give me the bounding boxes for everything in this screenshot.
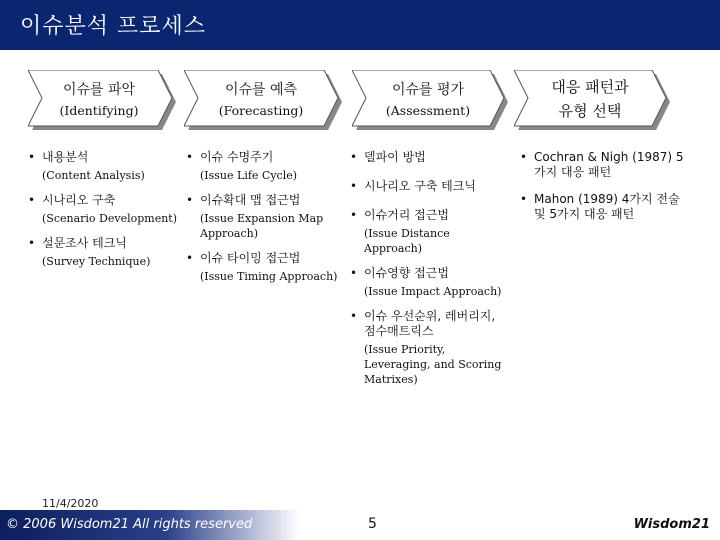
forecasting-list <box>186 150 346 290</box>
page-number: 5 <box>368 516 377 532</box>
date-label: 11/4/2020 <box>42 497 99 510</box>
stage-label: 이슈를 예측 <box>224 81 298 98</box>
item-subtitle: (Issue Priority, Leveraging, and Scoring Matrixes) <box>364 343 502 386</box>
item-title: 시나리오 구축 <box>42 193 116 207</box>
list-item <box>350 208 510 256</box>
item-title: 설문조사 테크닉 <box>42 236 127 250</box>
stage-response <box>514 70 674 134</box>
stage-label: 이슈를 평가 <box>391 81 465 98</box>
item-title: 이슈확대 맵 접근법 <box>200 193 301 207</box>
item-title: 시나리오 구축 테크닉 <box>364 179 476 193</box>
item-title: 이슈거리 접근법 <box>364 208 449 222</box>
list-item <box>350 150 510 165</box>
item-title: 내용분석 <box>42 150 89 164</box>
page-title: 이슈분석 프로세스 <box>20 14 207 39</box>
identifying-list <box>28 150 188 275</box>
item-title: 이슈영향 접근법 <box>364 266 449 280</box>
item-subtitle: (Scenario Development) <box>42 212 178 225</box>
stage-sublabel: (Forecasting) <box>218 102 304 118</box>
item-title: Cochran & Nigh (1987) 5가지 대응 패턴 <box>534 150 684 179</box>
title-bar <box>0 0 720 50</box>
list-item <box>28 193 188 226</box>
item-title: 이슈 타이밍 접근법 <box>200 251 301 265</box>
item-title: 델파이 방법 <box>364 150 426 164</box>
item-title: 이슈 수명주기 <box>200 150 274 164</box>
item-subtitle: (Issue Life Cycle) <box>200 169 298 182</box>
brand-logo-text: Wisdom21 <box>633 517 710 532</box>
stage-label: 대응 패턴과 <box>551 77 629 96</box>
item-title: 이슈 우선순위, 레버리지, 점수매트릭스 <box>364 309 496 338</box>
copyright-text: © 2006 Wisdom21 All rights reserved <box>6 517 253 532</box>
list-item <box>350 309 510 387</box>
stage-sublabel: (Identifying) <box>59 102 139 118</box>
list-item <box>520 150 690 180</box>
item-subtitle: (Content Analysis) <box>42 169 145 182</box>
list-item <box>186 251 346 284</box>
list-item <box>350 179 510 194</box>
stage-identifying <box>28 70 180 134</box>
item-title: Mahon (1989) 4가지 전술 및 5가지 대응 패턴 <box>534 192 680 221</box>
item-subtitle: (Issue Distance Approach) <box>364 227 450 255</box>
list-item <box>28 150 188 183</box>
item-subtitle: (Issue Impact Approach) <box>364 285 502 298</box>
item-subtitle: (Issue Timing Approach) <box>200 270 338 283</box>
footer-bar <box>0 510 720 540</box>
stage-label-line2: 유형 선택 <box>558 101 622 120</box>
stage-sublabel: (Assessment) <box>385 102 471 118</box>
list-item <box>186 150 346 183</box>
stage-label: 이슈를 파악 <box>62 81 136 98</box>
response-list <box>520 150 690 228</box>
assessment-list <box>350 150 510 393</box>
item-subtitle: (Survey Technique) <box>42 255 151 268</box>
stage-forecasting <box>184 70 346 134</box>
list-item <box>28 236 188 269</box>
list-item <box>350 266 510 299</box>
list-item <box>186 193 346 241</box>
list-item <box>520 192 690 222</box>
item-subtitle: (Issue Expansion Map Approach) <box>200 212 324 240</box>
stage-assessment <box>352 70 512 134</box>
